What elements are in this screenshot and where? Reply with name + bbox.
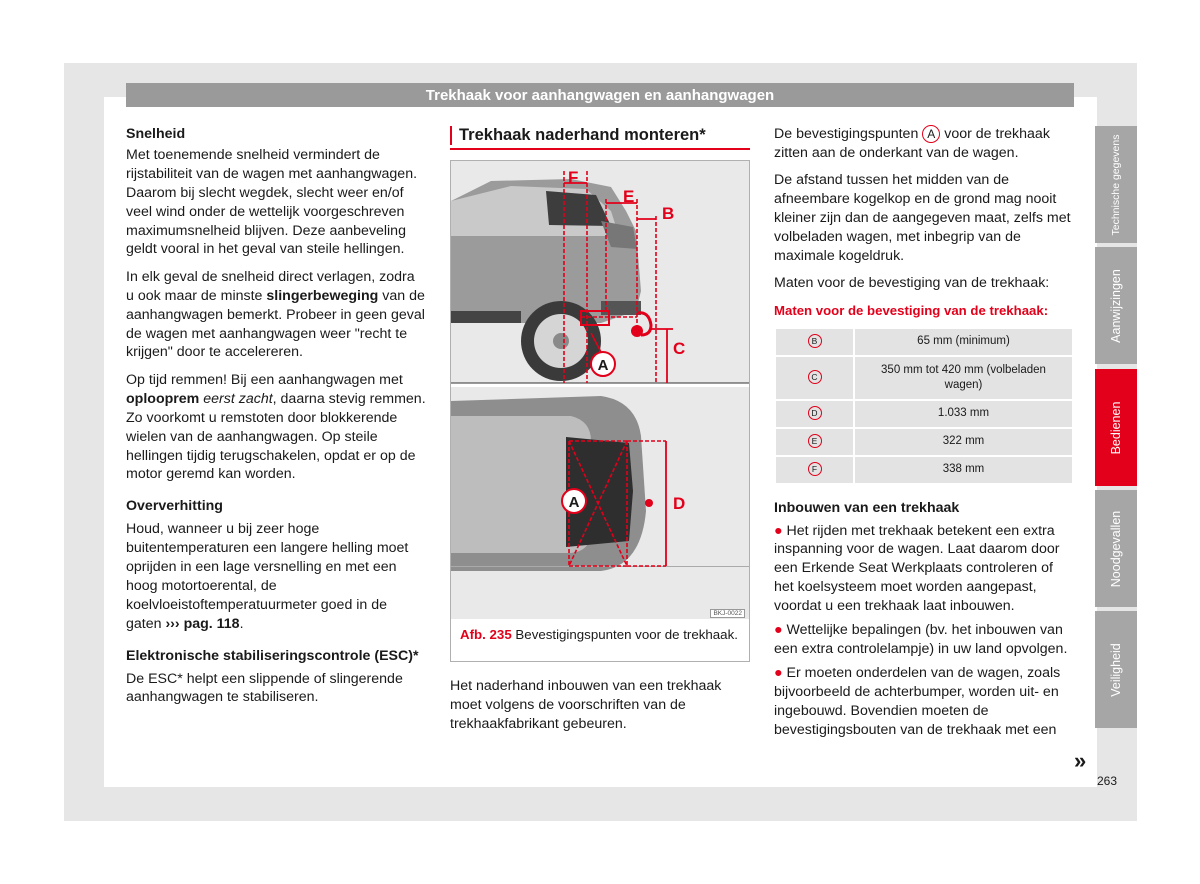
label-f: F: [568, 168, 579, 187]
table-value-cell: 1.033 mm: [854, 400, 1073, 428]
table-row: [775, 428, 1073, 456]
table-value-cell: 338 mm: [854, 456, 1073, 484]
tab-operation[interactable]: Bedienen: [1095, 369, 1137, 486]
chapter-header: Trekhaak voor aanhangwagen en aanhangwagen: [126, 83, 1074, 107]
paragraph-esc: De ESC* helpt een slippende of slingerende aanhangwagen te stabiliseren.: [126, 670, 403, 706]
paragraph-distance: De afstand tussen het midden van de afneembare kogelkop en de grond mag nooit kleiner zijn dan de aangegeven maat, zelfs met volbeladen wagen, met inbegrip van de maximale kogeldruk.: [774, 172, 1071, 264]
heading-overheating: Oververhitting: [126, 498, 223, 515]
bullet-icon: ●: [774, 522, 783, 539]
table-row: [775, 328, 1073, 356]
marker-b-icon: B: [808, 334, 822, 348]
table-key-cell: [775, 328, 854, 356]
bullet-item: ● Wettelijke bepalingen (bv. het inbouwen van een extra controlelampje) in uw land opvolgen.: [774, 622, 1068, 657]
marker-e-icon: E: [808, 434, 822, 448]
label-d: D: [673, 494, 686, 513]
paragraph-slow-down: In elk geval de snelheid direct verlagen, zodra u ook maar de minste slingerbeweging van de aanhangwagen bemerkt. Probeer in geen geval de wagen met aanhangwagen weer "recht te krijgen" door te accelereren.: [126, 268, 425, 361]
paragraph-install: Het naderhand inbouwen van een trekhaak moet volgens de voorschriften van de trekhaakfabrikant gebeuren.: [450, 678, 722, 732]
section-title: Trekhaak naderhand monteren*: [450, 123, 750, 150]
table-value-cell: 322 mm: [854, 428, 1073, 456]
table-key-cell: [775, 428, 854, 456]
label-c: C: [673, 339, 686, 358]
paragraph-overheating: Houd, wanneer u bij zeer hoge buitentemperaturen een langere helling moet oprijden in een lage versnelling en met een hoog motortoerental, de koelvloeistoftemperatuurmeter goed in de gaten ››› pag. 118.: [126, 521, 409, 632]
table-row: [775, 400, 1073, 428]
paragraph-measures: Maten voor de bevestiging van de trekhaak:: [774, 275, 1050, 292]
paragraph-speed: Met toenemende snelheid vermindert de rijstabiliteit van de wagen met aanhangwagen. Daarom bij slecht wegdek, slecht weer en/of veel wind onder de wettelijk voorgeschreven maximumsnelheid blijven. Deze aanbeveling geldt vooral in het geval van steile hellingen.: [126, 146, 418, 258]
tab-safety[interactable]: Veiligheid: [1095, 611, 1137, 728]
tab-instructions[interactable]: Aanwijzingen: [1095, 247, 1137, 364]
tab-emergencies[interactable]: Noodgevallen: [1095, 490, 1137, 607]
table-value-cell: 65 mm (minimum): [854, 328, 1073, 356]
heading-install: Inbouwen van een trekhaak: [774, 499, 960, 516]
label-b: B: [662, 204, 675, 223]
bullet-item: ● Het rijden met trekhaak betekent een extra inspanning voor de wagen. Laat daarom door een Erkende Seat Werkplaats controleren of het koelsysteem moet worden aangepast, voordat u een trekhaak laat inbouwen.: [774, 522, 1060, 615]
page-number: 263: [1097, 774, 1118, 788]
table-value-cell: 350 mm tot 420 mm (volbeladen wagen): [854, 356, 1073, 400]
marker-f-icon: F: [808, 462, 822, 476]
paragraph-mount-points: De bevestigingspunten A voor de trekhaak zitten aan de onderkant van de wagen.: [774, 126, 1050, 161]
column-1: [126, 125, 426, 716]
figure-code: BKJ-0022: [710, 609, 745, 618]
table-key-cell: [775, 400, 854, 428]
bullet-icon: ●: [774, 622, 783, 639]
measurement-table: [774, 327, 1074, 485]
table-row: [775, 456, 1073, 484]
svg-text:A: A: [568, 494, 580, 511]
table-row: [775, 356, 1073, 400]
heading-esc: Elektronische stabiliseringscontrole (ESC)*: [126, 647, 419, 664]
table-key-cell: [775, 456, 854, 484]
paragraph-brake: Op tijd remmen! Bij een aanhangwagen met oplooprem eerst zacht, daarna stevig remmen. Zo voorkomt u remstoten door blokkerende wielen van de aanhangwagen. Op steile hellingen tijdig terugschakelen, opdat er op de motor geremd kan worden.: [126, 371, 426, 483]
svg-text:A: A: [597, 357, 609, 374]
marker-a-icon: A: [922, 125, 940, 143]
table-title: Maten voor de bevestiging van de trekhaak:: [774, 302, 1049, 318]
heading-speed: Snelheid: [126, 126, 186, 142]
column-3: [774, 125, 1076, 745]
tab-technical-data[interactable]: Technische gegevens: [1095, 126, 1137, 243]
label-e: E: [623, 187, 635, 206]
figure-caption: Afb. 235 Bevestigingspunten voor de trekhaak.: [460, 627, 738, 642]
table-key-cell: [775, 356, 854, 400]
marker-c-icon: C: [808, 370, 822, 384]
bullet-icon: ●: [774, 664, 783, 681]
continue-arrow-icon: »: [1074, 748, 1087, 773]
figure-tow-hook: [450, 160, 750, 662]
bullet-item: ● Er moeten onderdelen van de wagen, zoals bijvoorbeeld de achterbumper, worden uit- en ingebouwd. Bovendien moeten de bevestigingsbouten van de trekhaak met een: [774, 664, 1061, 738]
tow-hook-diagram: [451, 161, 749, 619]
marker-d-icon: D: [808, 406, 822, 420]
page-reference-link[interactable]: ››› pag. 118: [165, 615, 240, 632]
